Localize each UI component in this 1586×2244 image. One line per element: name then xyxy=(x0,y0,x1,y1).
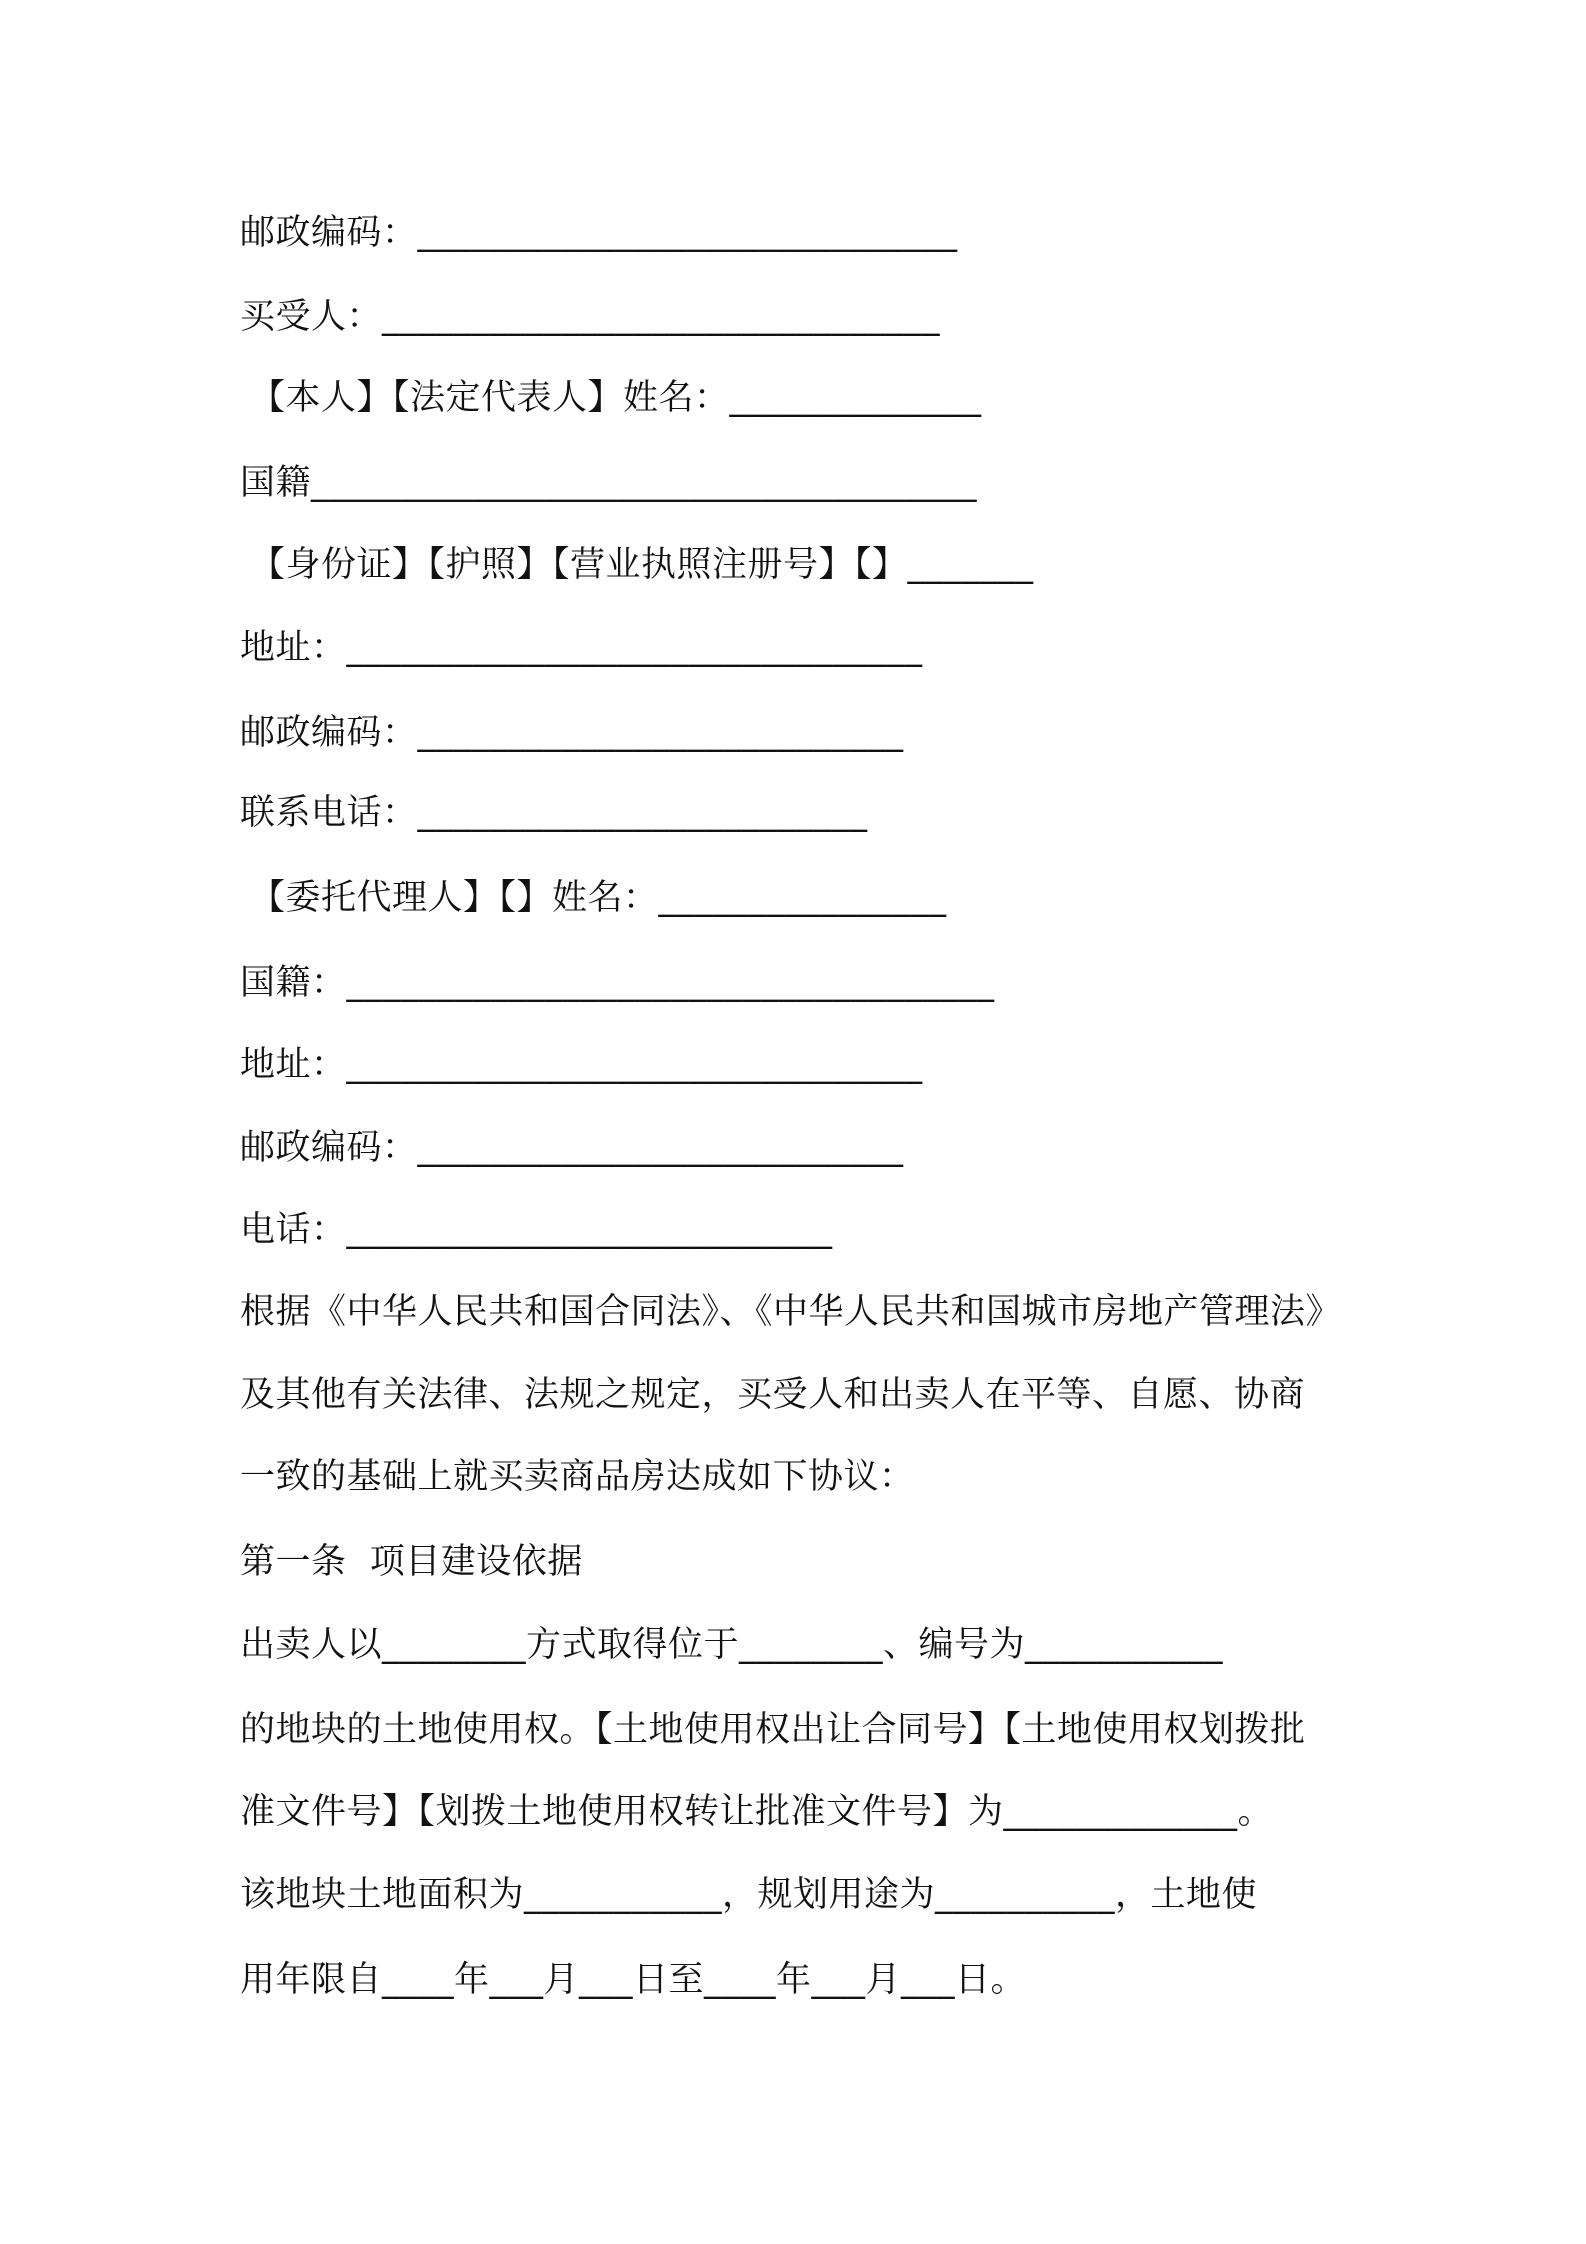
preamble-line-2: 及其他有关法律、法规之规定，买受人和出卖人在平等、自愿、协商 xyxy=(240,1375,1306,1415)
buyer-name-line: 【本人】【法定代表人】姓名：______________ xyxy=(250,378,982,418)
agent-phone-line: 电话：___________________________ xyxy=(240,1210,833,1250)
article-one-line-1: 出卖人以________方式取得位于________、编号为___________ xyxy=(240,1625,1224,1665)
preamble-line-1: 根据《中华人民共和国合同法》、《中华人民共和国城市房地产管理法》 xyxy=(240,1292,1342,1332)
buyer-line: 买受人：_______________________________ xyxy=(240,297,941,337)
article-one-line-3: 准文件号】【划拨土地使用权转让批准文件号】为_____________。 xyxy=(240,1792,1274,1832)
agent-name-line: 【委托代理人】【】姓名：________________ xyxy=(250,878,947,918)
article-one-heading: 第一条 项目建设依据 xyxy=(240,1542,583,1582)
agent-address-line: 地址：________________________________ xyxy=(240,1045,923,1085)
article-one-line-2: 的地块的土地使用权。【土地使用权出让合同号】【土地使用权划拨批 xyxy=(240,1710,1306,1750)
article-one-line-5: 用年限自____年___月___日至____年___月___日。 xyxy=(240,1960,1027,2000)
buyer-id-line: 【身份证】【护照】【营业执照注册号】【】_______ xyxy=(250,545,1034,585)
seller-postcode-line: 邮政编码：______________________________ xyxy=(240,213,958,253)
agent-postcode-line: 邮政编码：___________________________ xyxy=(240,1128,904,1168)
buyer-postcode-line: 邮政编码：___________________________ xyxy=(240,713,904,753)
buyer-address-line: 地址：________________________________ xyxy=(240,628,923,668)
preamble-line-3: 一致的基础上就买卖商品房达成如下协议： xyxy=(240,1457,915,1497)
buyer-phone-line: 联系电话：_________________________ xyxy=(240,793,868,833)
article-one-line-4: 该地块土地面积为___________，规划用途为__________，土地使 xyxy=(240,1875,1258,1915)
buyer-nationality-line: 国籍_____________________________________ xyxy=(240,463,978,503)
agent-nationality-line: 国籍：____________________________________ xyxy=(240,963,995,1003)
